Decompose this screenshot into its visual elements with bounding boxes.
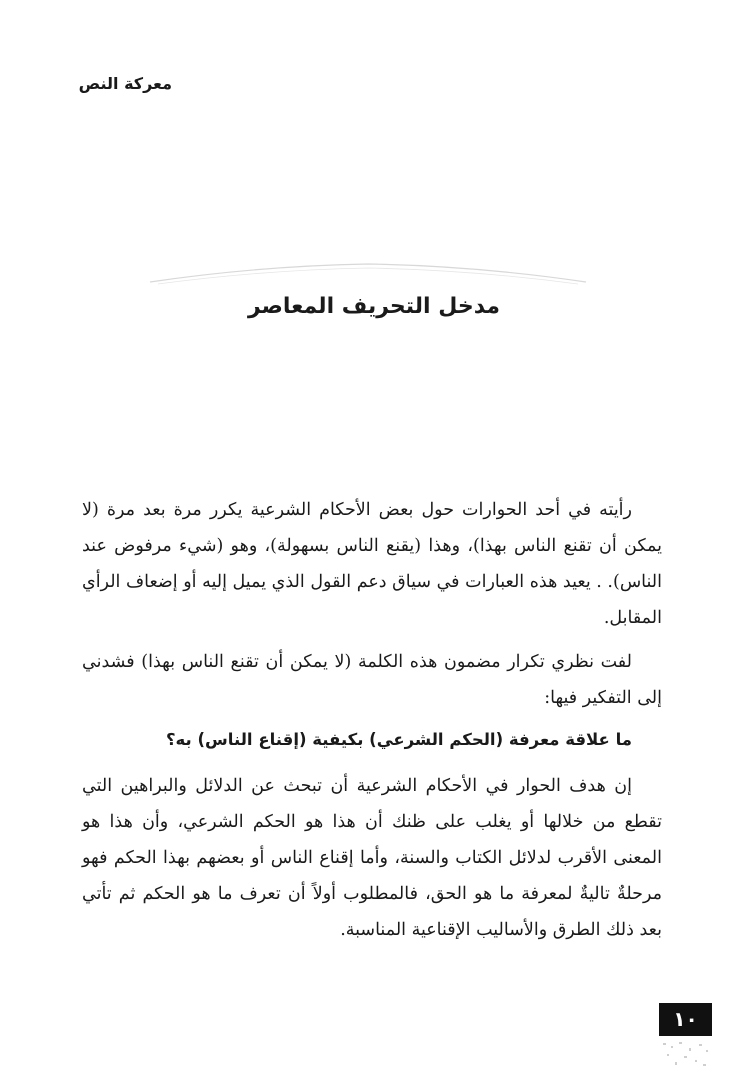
body-text: [82, 492, 662, 956]
paragraph-3: إن هدف الحوار في الأحكام الشرعية أن تبحث عن الدلائل والبراهين التي تقطع من خلالها أو يغلب على ظنك أن هذا هو الحكم الشرعي، وأن هذا هو المعنى الأقرب لدلائل الكتاب والسنة، وأما إقناع الناس أو بعضهم بهذا الحكم فهو مرحلةٌ تاليةٌ لمعرفة ما هو الحق، فالمطلوب أولاً أن تعرف ما هو الحكم ثم تأتي بعد ذلك الطرق والأساليب الإقناعية المناسبة.: [82, 776, 662, 940]
question-heading: ما علاقة معرفة (الحكم الشرعي) بكيفية (إقناع الناس) به؟: [165, 730, 632, 749]
corner-texture: [659, 1040, 712, 1070]
paragraph-2: لفت نظري تكرار مضمون هذه الكلمة (لا يمكن أن تقنع الناس بهذا) فشدني إلى التفكير فيها:: [82, 652, 662, 708]
title-ornament: [148, 262, 588, 290]
chapter-title: مدخل التحريف المعاصر: [247, 294, 501, 319]
running-header: معركة النص: [78, 74, 172, 93]
page-number: ١٠: [659, 1003, 712, 1036]
paragraph-1: رأيته في أحد الحوارات حول بعض الأحكام الشرعية يكرر مرة بعد مرة (لا يمكن أن تقنع الناس بهذا)، وهذا (يقنع الناس بسهولة)، وهو (شيء مرفوض عند الناس). . يعيد هذه العبارات في سياق دعم القول الذي يميل إليه أو إضعاف الرأي المقابل.: [82, 500, 662, 628]
